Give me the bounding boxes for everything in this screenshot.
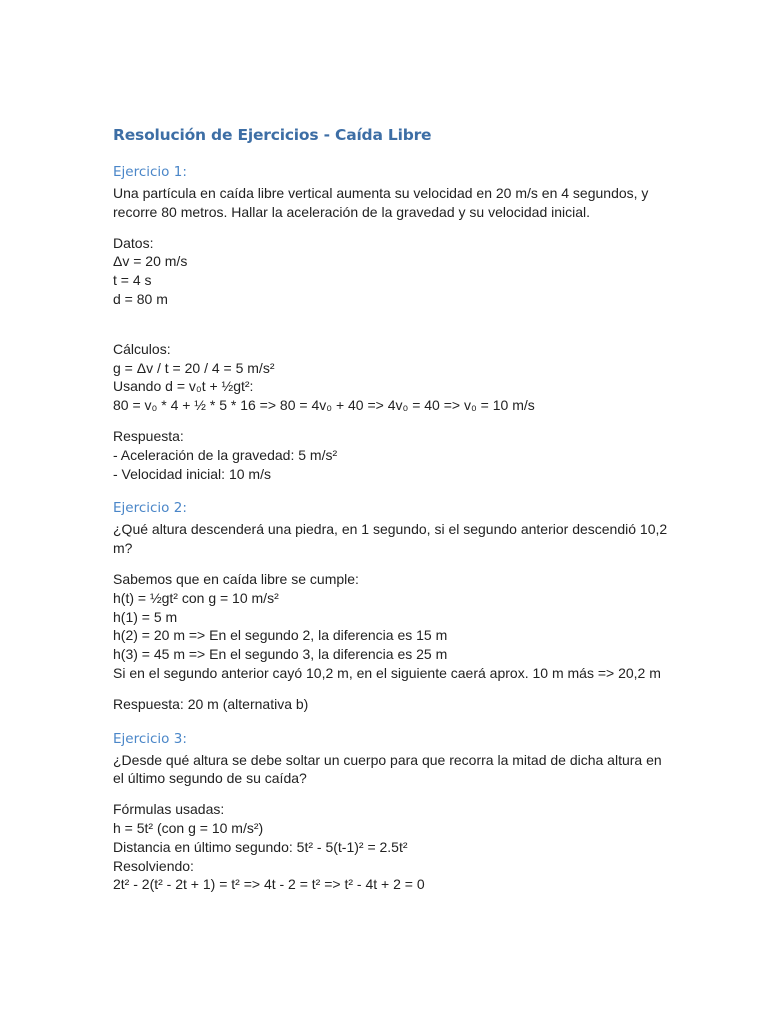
text-line: Datos:	[113, 234, 154, 251]
text-line: 80 = v₀ * 4 + ½ * 5 * 16 => 80 = 4v₀ + 40 => 4v₀ = 40 => v₀ = 10 m/s	[113, 397, 535, 414]
text-line: 2t² - 2(t² - 2t + 1) = t² => 4t - 2 = t² => t² - 4t + 2 = 0	[113, 876, 425, 893]
text-line: h(t) = ½gt² con g = 10 m/s²	[113, 589, 279, 606]
text-line: Fórmulas usadas:	[113, 801, 225, 818]
text-line: g = Δv / t = 20 / 4 = 5 m/s²	[113, 359, 275, 376]
text-line: h(3) = 45 m => En el segundo 3, la diferencia es 25 m	[113, 646, 448, 663]
exercise-heading: Ejercicio 1:	[113, 164, 187, 180]
text-line: Respuesta:	[113, 427, 184, 444]
exercise-heading: Ejercicio 2:	[113, 500, 187, 517]
text-line: - Aceleración de la gravedad: 5 m/s²	[113, 446, 338, 463]
document-title: Resolución de Ejercicios - Caída Libre	[113, 126, 432, 144]
reasoning-block	[113, 570, 673, 683]
text-line: - Velocidad inicial: 10 m/s	[113, 465, 271, 482]
formula-block	[113, 800, 673, 894]
text-line: Distancia en último segundo: 5t² - 5(t-1)² = 2.5t²	[113, 838, 408, 855]
text-line: Δv = 20 m/s	[113, 253, 188, 270]
text-line: ¿Qué altura descenderá una piedra, en 1 segundo, si el segundo anterior descendió 10,2 m?	[113, 521, 672, 557]
text-line: Resolviendo:	[113, 857, 194, 874]
text-line: ¿Desde qué altura se debe soltar un cuerpo para que recorra la mitad de dicha altura en el último segundo de su caída?	[113, 751, 666, 787]
text-line: Usando d = v₀t + ½gt²:	[113, 378, 254, 395]
text-line: Si en el segundo anterior cayó 10,2 m, en el siguiente caerá aprox. 10 m más => 20,2 m	[113, 664, 661, 681]
text-line: Una partícula en caída libre vertical aumenta su velocidad en 20 m/s en 4 segundos, y recorre 80 metros. Hallar la aceleración de la gravedad y su velocidad inicial.	[113, 185, 653, 220]
text-line: Respuesta: 20 m (alternativa b)	[113, 695, 309, 712]
exercise-heading: Ejercicio 3:	[113, 730, 187, 747]
text-line: t = 4 s	[113, 272, 152, 289]
exercise-2	[113, 497, 673, 713]
problem-statement	[113, 520, 673, 558]
text-line: Sabemos que en caída libre se cumple:	[113, 570, 359, 587]
text-line: h(2) = 20 m => En el segundo 2, la diferencia es 15 m	[113, 627, 448, 644]
exercise-3	[113, 728, 673, 895]
calculation-block	[113, 340, 673, 415]
problem-statement	[113, 751, 673, 789]
exercise-1	[113, 161, 673, 483]
text-line: Cálculos:	[113, 340, 171, 357]
text-line: h(1) = 5 m	[113, 608, 178, 625]
answer-block	[113, 427, 673, 483]
document-page	[113, 122, 673, 906]
problem-statement	[113, 184, 673, 222]
text-line: d = 80 m	[113, 290, 168, 307]
text-line: h = 5t² (con g = 10 m/s²)	[113, 819, 264, 836]
answer-block	[113, 695, 673, 714]
data-block	[113, 234, 673, 309]
